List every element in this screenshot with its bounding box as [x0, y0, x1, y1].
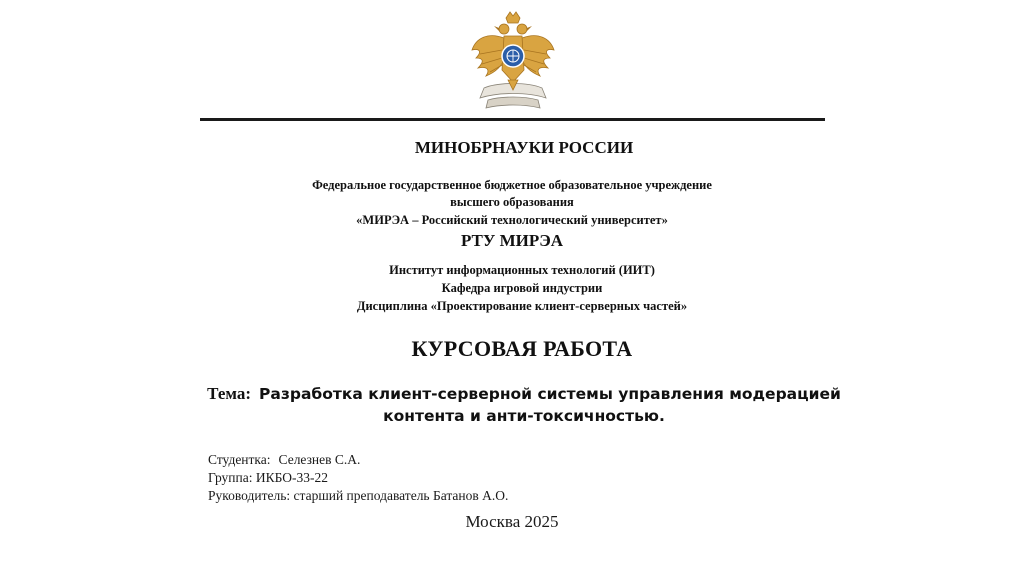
- supervisor-info: [208, 488, 508, 504]
- university-short-name: РТУ МИРЭА: [460, 231, 564, 250]
- group-label: Группа:: [208, 470, 253, 485]
- discipline-name: Дисциплина «Проектирование клиент-серверных частей»: [356, 299, 688, 313]
- supervisor-label: Руководитель:: [208, 488, 291, 503]
- topic-prefix: Тема:: [207, 384, 252, 403]
- topic-line-2: контента и анти-токсичностью.: [383, 407, 665, 425]
- university-emblem-icon: [468, 10, 558, 114]
- supervisor-value: старший преподаватель Батанов А.О.: [293, 488, 509, 503]
- ministry-title: МИНОБРНАУКИ РОССИИ: [414, 138, 634, 157]
- topic-text-1: Разработка клиент-серверной системы управления модерацией: [259, 385, 841, 403]
- institute-name: Институт информационных технологий (ИИТ): [389, 263, 655, 277]
- institution-line-3: «МИРЭА – Российский технологический университет»: [356, 213, 668, 227]
- chair-name: Кафедра игровой индустрии: [441, 281, 603, 295]
- group-info: [208, 470, 328, 486]
- city-year: Москва 2025: [465, 512, 559, 531]
- group-value: ИКБО-33-22: [255, 470, 328, 485]
- institution-line-1: Федеральное государственное бюджетное образовательное учреждение: [312, 178, 712, 192]
- institution-line-2: высшего образования: [450, 195, 574, 209]
- student-name: Селезнев С.А.: [278, 452, 361, 467]
- student-info: [208, 452, 360, 468]
- student-label: Студентка:: [208, 452, 271, 467]
- work-type-title: КУРСОВАЯ РАБОТА: [411, 336, 633, 361]
- topic-block: [12, 383, 1024, 427]
- header-divider: [200, 118, 825, 121]
- topic-line-1: [12, 383, 1024, 405]
